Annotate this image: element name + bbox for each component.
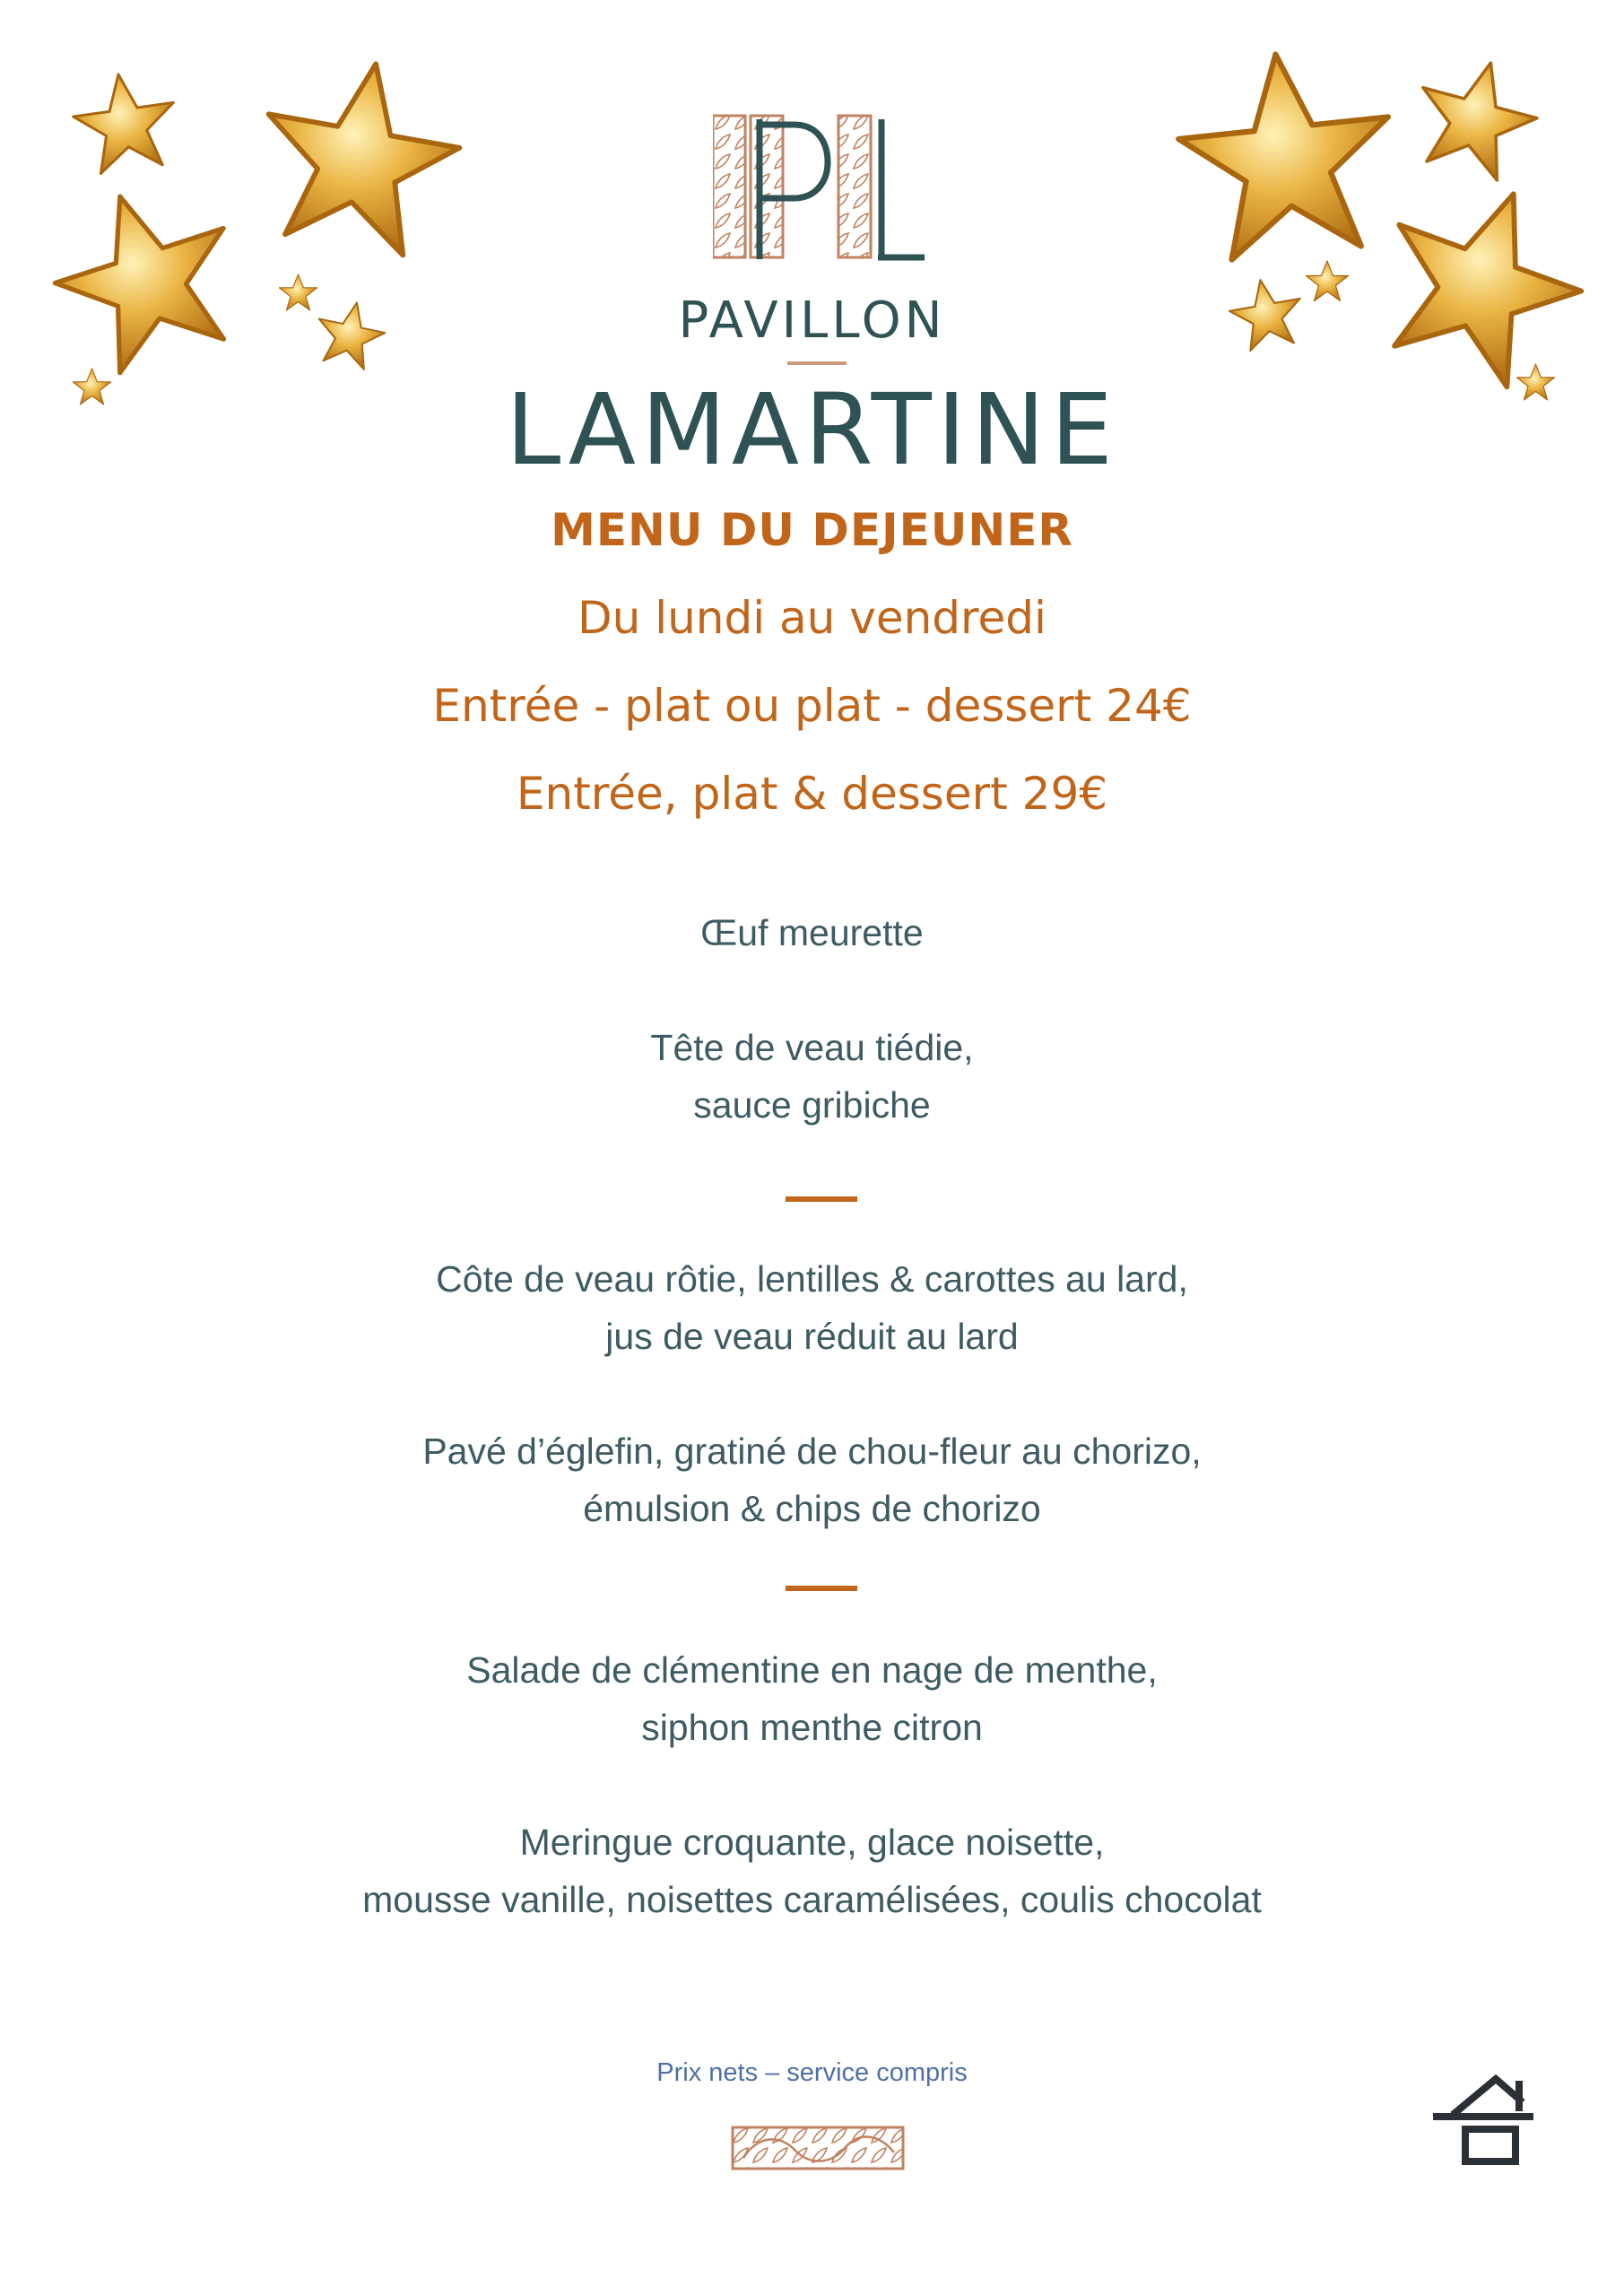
gold-stars-left: [36, 45, 484, 422]
dish-line: jus de veau réduit au lard: [605, 1316, 1019, 1357]
dish-line: émulsion & chips de chorizo: [583, 1488, 1041, 1529]
gold-star-icon: [1359, 161, 1604, 399]
dish-line: mousse vanille, noisettes caramélisées, coulis chocolat: [362, 1879, 1262, 1920]
menu-days: Du lundi au vendredi: [578, 592, 1046, 644]
dish-line: Salade de clémentine en nage de menthe,: [466, 1649, 1158, 1691]
menu-formula-1: Entrée - plat ou plat - dessert 24€: [432, 680, 1192, 732]
main-item: [0, 1422, 1624, 1537]
dish-line: siphon menthe citron: [641, 1707, 983, 1748]
main-item: [0, 1250, 1624, 1365]
dish-line: Pavé d’églefin, gratiné de chou-fleur au chorizo,: [422, 1431, 1202, 1472]
gold-star-icon: [248, 48, 471, 262]
section-separator: [786, 1196, 857, 1202]
dish-line: sauce gribiche: [693, 1084, 931, 1126]
dessert-item: [0, 1813, 1624, 1928]
starter-item: [0, 1019, 1624, 1134]
brand-divider: [787, 361, 847, 365]
gold-star-icon: [68, 67, 182, 176]
leaf-pattern-icon: [731, 2126, 905, 2170]
brand-name-main: LAMARTINE: [505, 372, 1119, 487]
gold-star-icon: [36, 170, 256, 384]
section-separator: [786, 1586, 857, 1591]
logo-monogram-icon: [713, 112, 928, 265]
menu-formula-2: Entrée, plat & dessert 29€: [516, 768, 1108, 820]
dish-line: Côte de veau rôtie, lentilles & carottes au lard,: [436, 1258, 1188, 1300]
dish-line: Meringue croquante, glace noisette,: [519, 1822, 1105, 1863]
starter-item: [0, 904, 1624, 961]
gold-stars-right: [1157, 40, 1605, 417]
brand-name-top: PAVILLON: [678, 291, 946, 350]
brand-logo: [713, 112, 928, 269]
gold-star-icon: [1405, 48, 1548, 186]
dessert-item: [0, 1641, 1624, 1756]
house-logo-icon: [1426, 2072, 1542, 2170]
gold-star-icon: [1171, 43, 1402, 264]
price-note: Prix nets – service compris: [656, 2058, 968, 2087]
dish-line: Œuf meurette: [700, 912, 924, 953]
menu-title: MENU DU DEJEUNER: [551, 504, 1073, 556]
dish-line: Tête de veau tiédie,: [650, 1027, 974, 1068]
